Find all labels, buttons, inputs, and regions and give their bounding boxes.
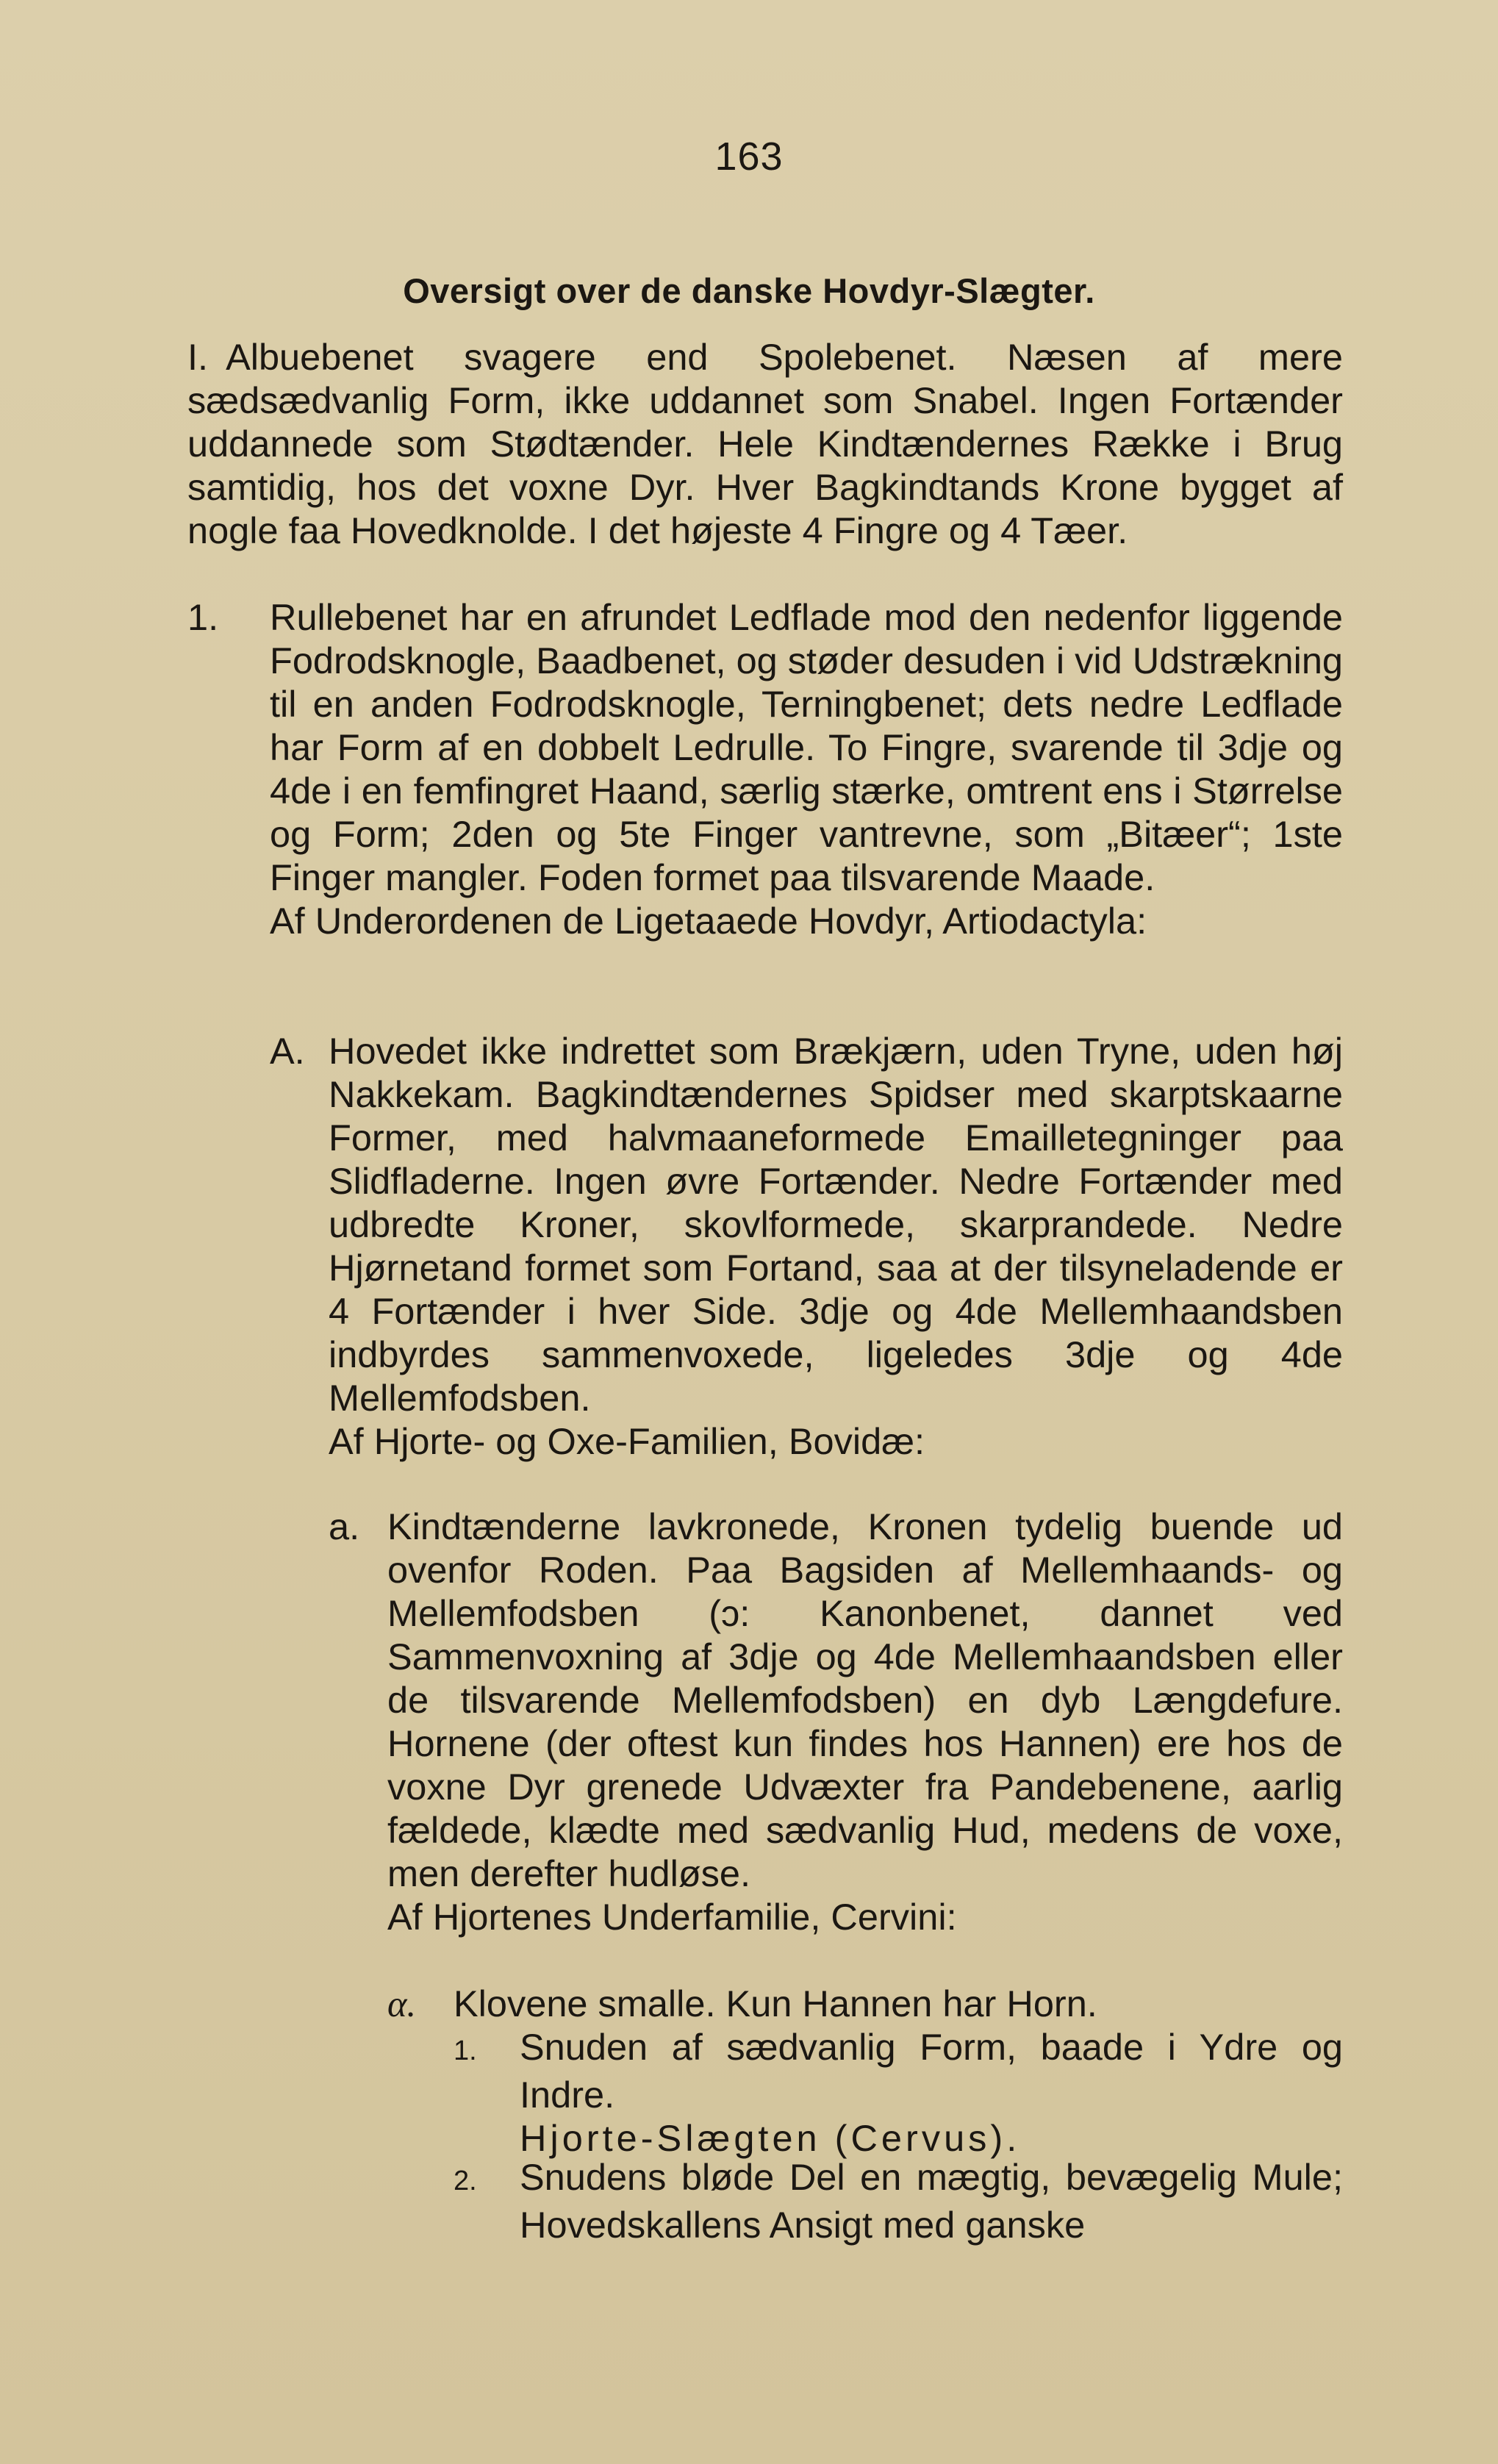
section-alpha-text: Klovene smalle. Kun Hannen har Horn. xyxy=(454,1983,1097,2024)
section-sub-2-text: Snudens bløde Del en mægtig, bevægelig Mule; Hovedskallens Ansigt med ganske xyxy=(520,2156,1343,2246)
section-A-text: Hovedet ikke indrettet som Brækjærn, uden Tryne, uden høj Nakkekam. Bagkindtændernes Spidser med skarptskaarne Former, med halvmaaneformede Emailletegninger paa Slidfladerne. Ingen øvre Fortænder. Nedre Fortænder med udbredte Kroner, skovlformede, skarprandede. Nedre Hjørnetand formet som Fortand, saa at der tilsyneladende er 4 Fortænder i hver Side. 3dje og 4de Mellemhaandsben indbyrdes sammenvoxede, ligeledes 3dje og 4de Mellemfodsben. xyxy=(329,1030,1343,1419)
subfamily-heading: Af Hjortenes Underfamilie, Cervini: xyxy=(387,1896,957,1938)
section-a xyxy=(329,1505,1343,1938)
section-I-text: Albuebenet svagere end Spolebenet. Næsen af mere sædsædvanlig Form, ikke uddannet som Snabel. Ingen Fortænder uddannede som Stødtænder. Hele Kindtændernes Række i Brug samtidig, hos det voxne Dyr. Hver Bagkindtands Krone bygget af nogle faa Hovedknolde. I det højeste 4 Fingre og 4 Tæer. xyxy=(187,336,1343,551)
section-sub-1-text: Snuden af sædvanlig Form, baade i Ydre og Indre. xyxy=(520,2026,1343,2116)
page-number: 163 xyxy=(714,135,784,179)
family-heading: Af Hjorte- og Oxe-Familien, Bovidæ: xyxy=(329,1420,925,1462)
section-sub-1-label: 1. xyxy=(454,2035,477,2066)
section-I-label: I. xyxy=(187,336,209,378)
section-a-text: Kindtænderne lavkronede, Kronen tydelig buende ud ovenfor Roden. Paa Bagsiden af Mellemhaands- og Mellemfodsben (ɔ: Kanonbenet, dannet ved Sammenvoxning af 3dje og 4de Mellemhaandsben eller de tilsvarende Mellemfodsben) en dyb Længdefure. Hornene (der oftest kun findes hos Hannen) ere hos de voxne Dyr grenede Udvæxter fra Pandebenene, aarlig fældede, klædte med sædvanlig Hud, medens de voxe, men derefter hudløse. xyxy=(387,1505,1343,1894)
section-a-label: a. xyxy=(329,1505,360,1547)
section-sub-1 xyxy=(454,2025,1343,2160)
section-1-label: 1. xyxy=(187,596,219,638)
section-alpha xyxy=(387,1982,1343,2026)
section-A xyxy=(270,1029,1343,1463)
genus-cervus: Hjorte-Slægten (Cervus). xyxy=(520,2117,1021,2159)
section-I xyxy=(187,335,1343,552)
section-sub-2 xyxy=(454,2155,1343,2246)
section-A-label: A. xyxy=(270,1030,305,1072)
page-title: Oversigt over de danske Hovdyr-Slægter. xyxy=(403,271,1095,310)
section-alpha-label: α. xyxy=(387,1983,417,2024)
suborder-heading: Af Underordenen de Ligetaaede Hovdyr, Artiodactyla: xyxy=(270,900,1147,942)
section-sub-2-label: 2. xyxy=(454,2166,477,2196)
section-1 xyxy=(187,595,1343,942)
section-1-text: Rullebenet har en afrundet Ledflade mod den nedenfor liggende Fodrodsknogle, Baadbenet, og støder desuden i vid Udstrækning til en anden Fodrodsknogle, Terningbenet; dets nedre Ledflade har Form af en dobbelt Ledrulle. To Fingre, svarende til 3dje og 4de i en femfingret Haand, særlig stærke, omtrent ens i Størrelse og Form; 2den og 5te Finger vantrevne, som „Bitæer“; 1ste Finger mangler. Foden formet paa tilsvarende Maade. xyxy=(270,596,1343,898)
